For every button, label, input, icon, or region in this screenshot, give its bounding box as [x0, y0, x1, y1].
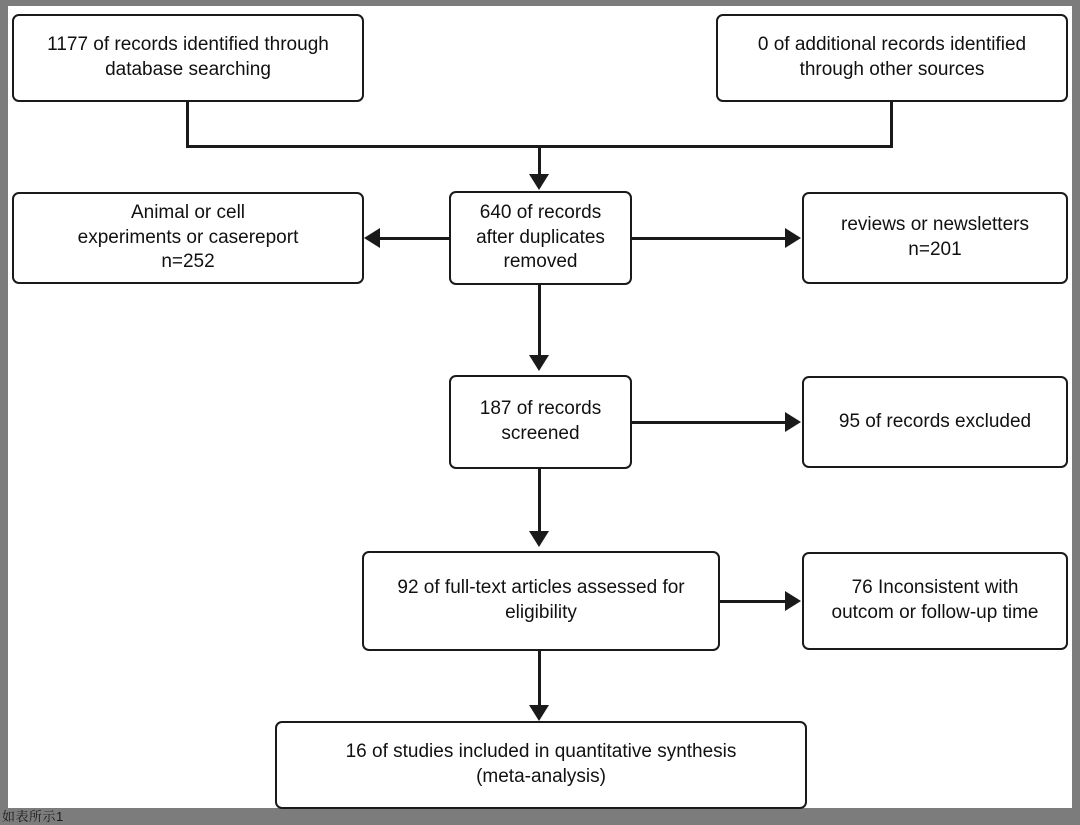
arrow-to-fulltext — [529, 531, 549, 547]
arrow-to-excluded-animal — [364, 228, 380, 248]
connector-other-down — [890, 102, 893, 148]
box-excluded-animal-line-1: Animal or cell — [130, 201, 246, 223]
box-records-excluded-line-1: 95 of records excluded — [838, 410, 1032, 432]
box-other-sources-line-2: through other sources — [799, 59, 985, 80]
box-records-excluded — [802, 376, 1068, 468]
connector-fulltext-to-excluded — [719, 600, 786, 603]
arrow-to-duplicates — [529, 174, 549, 190]
box-fulltext-excluded-line-2: outcom or follow-up time — [831, 602, 1039, 623]
connector-db-down — [186, 102, 189, 148]
box-duplicates-removed — [449, 191, 632, 285]
box-other-sources — [716, 14, 1068, 102]
box-records-screened-line-2: screened — [501, 423, 580, 444]
arrow-to-excluded-reviews — [785, 228, 801, 248]
box-excluded-animal-line-3: n=252 — [161, 251, 215, 273]
arrow-to-fulltext-excluded — [785, 591, 801, 611]
box-database-search-line-1: 1177 of records identified through — [47, 34, 329, 56]
box-included-studies — [275, 721, 807, 809]
box-fulltext-excluded — [802, 552, 1068, 650]
box-excluded-reviews-line-1: reviews or newsletters — [841, 214, 1029, 236]
box-records-screened — [449, 375, 632, 469]
box-excluded-reviews — [802, 192, 1068, 284]
arrow-to-screened — [529, 355, 549, 371]
box-included-studies-line-2: (meta-analysis) — [476, 766, 606, 787]
box-duplicates-removed-line-1: 640 of records — [479, 201, 602, 223]
connector-duplicates-to-screened — [538, 285, 541, 359]
diagram-canvas — [8, 6, 1072, 808]
box-database-search-line-2: database searching — [105, 59, 271, 80]
box-database-search — [12, 14, 364, 102]
box-excluded-animal — [12, 192, 364, 284]
box-fulltext-excluded-line-1: 76 Inconsistent with — [851, 577, 1019, 599]
box-fulltext-assessed — [362, 551, 720, 651]
figure-caption: 如表所示1 — [2, 809, 64, 824]
box-excluded-animal-line-2: experiments or casereport — [77, 226, 299, 248]
box-excluded-reviews-line-2: n=201 — [908, 239, 962, 260]
arrow-to-records-excluded — [785, 412, 801, 432]
connector-duplicates-to-animal — [380, 237, 450, 240]
box-other-sources-line-1: 0 of additional records identified — [757, 34, 1027, 56]
box-records-screened-line-1: 187 of records — [479, 398, 602, 420]
box-duplicates-removed-line-2: after duplicates — [476, 226, 605, 248]
arrow-to-included — [529, 705, 549, 721]
box-fulltext-assessed-line-2: eligibility — [505, 602, 577, 623]
box-duplicates-removed-line-3: removed — [503, 251, 578, 273]
connector-fulltext-to-included — [538, 651, 541, 709]
box-included-studies-line-1: 16 of studies included in quantitative synthesis — [345, 741, 737, 763]
box-fulltext-assessed-line-1: 92 of full-text articles assessed for — [397, 577, 685, 599]
connector-screened-to-fulltext — [538, 469, 541, 535]
connector-screened-to-excluded — [631, 421, 786, 424]
connector-duplicates-to-reviews — [631, 237, 786, 240]
